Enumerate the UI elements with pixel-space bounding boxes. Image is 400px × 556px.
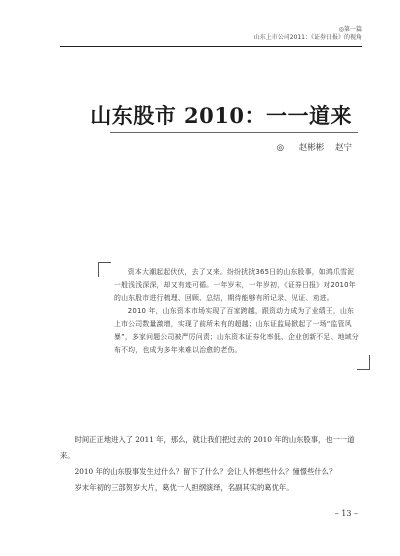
body-paragraph: 2010 年的山东股事发生过什么？留下了什么？会让人怀想些什么？憧憬些什么？ xyxy=(74,467,337,476)
body-paragraph: 岁末年初的三部贺岁大片，葛优一人担纲演绎，名副其实的葛优年。 xyxy=(74,483,294,492)
lead-paragraph: 资本大潮起起伏伏，去了又来。纷纷扰扰365日的山东股事，如鸿爪雪泥一般浅浅深深，却又有迹可循。一年岁末，一年岁初，《证券日报》对2010年的山东股市进行梳理、回顾、总结，期待能够有所记录、见证、劝进。 xyxy=(114,268,356,302)
title-rule xyxy=(110,132,358,133)
author-name: 赵彬彬 xyxy=(298,143,325,153)
section-label: ◎第一篇 xyxy=(338,26,362,33)
lead-box xyxy=(98,262,370,370)
book-subtitle: 山东上市公司2011：《证券日报》的视角 xyxy=(253,34,362,41)
byline-mark: ◎ xyxy=(276,143,285,153)
article-title: 山东股市 2010：一一道来 xyxy=(90,103,352,128)
corner-bracket xyxy=(98,262,111,277)
body-text xyxy=(60,432,360,496)
body-paragraph: 时间正正地进入了 2011 年，那么，就让我们把过去的 2010 年的山东股事，也一一道来。 xyxy=(60,435,355,460)
lead-paragraph: 2010 年，山东资本市场实现了百家跨越，跟资动力成为了业绩王，山东上市公司数量激增，实现了前所未有的超越；山东证监局掀起了一场“监管风暴”，多家问题公司被严厉问责；山东资本证券化率低、企业创新不足、地域分布不均，也成为多年来难以治愈的老伤。 xyxy=(114,307,359,354)
running-header xyxy=(254,26,362,42)
page-number: – 13 – xyxy=(334,509,358,518)
header-rule xyxy=(60,46,362,47)
lead-text xyxy=(114,266,360,357)
author-name: 赵宁 xyxy=(334,143,352,153)
corner-bracket xyxy=(357,355,370,370)
byline xyxy=(277,141,352,153)
